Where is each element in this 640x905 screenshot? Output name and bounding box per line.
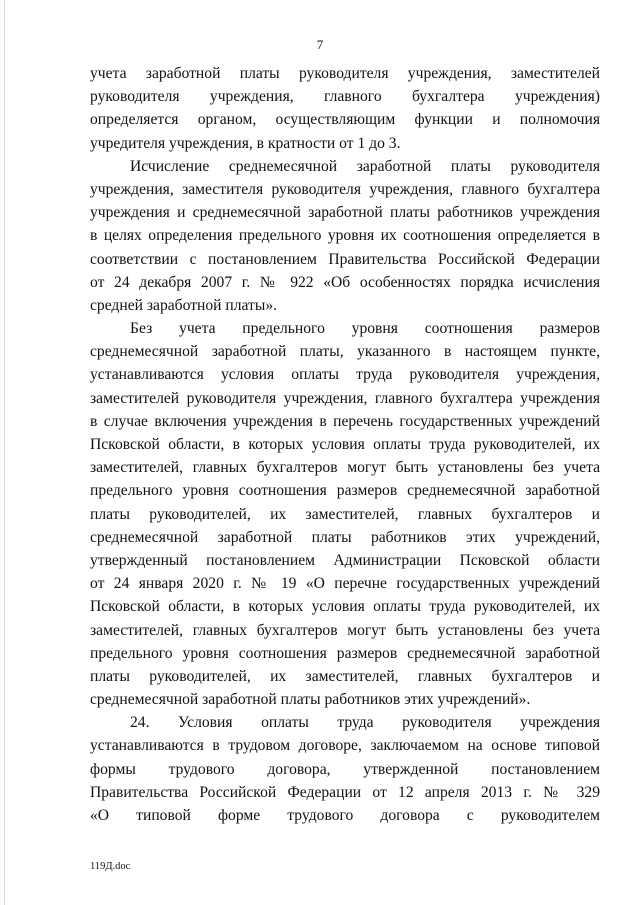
text-line: соответствии с постановлением Правительства Российской Федерации (90, 250, 600, 268)
text-line: «О типовой форме трудового договора с руководителем (90, 807, 600, 824)
text-line: средней заработной платы». (90, 296, 278, 314)
text-line: утвержденный постановлением Администрации Псковской области (90, 551, 600, 569)
text-line: определяется органом, осуществляющим функции и полномочия (90, 111, 600, 129)
page-edge (4, 0, 5, 905)
text-line: от 24 декабря 2007 г. № 922 «Об особенностях порядка исчисления (90, 273, 600, 291)
text-line: Правительства Российской Федерации от 12 апреля 2013 г. № 329 (90, 783, 600, 801)
text-line: в случае включения учреждения в перечень государственных учреждений (90, 412, 600, 430)
text-line: предельного уровня соотношения размеров среднемесячной заработной (90, 482, 600, 500)
text-line: 24. Условия оплаты труда руководителя учреждения (130, 714, 600, 732)
text-line: среднемесячной заработной платы работников этих учреждений». (90, 691, 531, 709)
text-line: среднемесячной заработной платы, указанного в настоящем пункте, (90, 343, 600, 361)
text-line: в целях определения предельного уровня их соотношения определяется в (90, 227, 600, 245)
text-line: заместителей руководителя учреждения, главного бухгалтера учреждения (90, 389, 600, 407)
text-line: Псковской области, в которых условия оплаты труда руководителей, их (90, 436, 600, 453)
text-line: платы руководителей, их заместителей, главных бухгалтеров и (90, 667, 600, 685)
text-line: заместителей, главных бухгалтеров могут быть установлены без учета (90, 621, 600, 639)
text-line: устанавливаются в трудовом договоре, заключаемом на основе типовой (90, 737, 600, 755)
text-line: устанавливаются условия оплаты труда руководителя учреждения, (90, 366, 600, 384)
text-line: среднемесячной заработной платы работников этих учреждений, (90, 528, 600, 546)
text-line: учреждения, заместителя руководителя учреждения, главного бухгалтера (90, 180, 600, 198)
text-line: учредителя учреждения, в кратности от 1 до 3. (90, 134, 401, 152)
text-line: платы руководителей, их заместителей, главных бухгалтеров и (90, 505, 600, 523)
document-body (90, 62, 600, 827)
paragraph (90, 317, 600, 711)
text-line: Псковской области, в которых условия оплаты труда руководителей, их (90, 598, 600, 616)
text-line: заместителей, главных бухгалтеров могут быть установлены без учета (90, 459, 600, 477)
text-line: Исчисление среднемесячной заработной платы руководителя (130, 157, 600, 175)
text-line: формы трудового договора, утвержденной постановлением (90, 760, 600, 778)
text-line: от 24 января 2020 г. № 19 «О перечне государственных учреждений (90, 575, 600, 593)
text-line: Без учета предельного уровня соотношения размеров (130, 320, 600, 338)
text-line: учета заработной платы руководителя учреждения, заместителей (90, 65, 600, 82)
file-name-footer: 119Д.doc (90, 861, 131, 872)
paragraph (90, 711, 600, 827)
text-line: предельного уровня соотношения размеров среднемесячной заработной (90, 644, 600, 662)
text-line: руководителя учреждения, главного бухгалтера учреждения) (90, 88, 600, 106)
paragraph (90, 155, 600, 317)
page-number: 7 (316, 37, 324, 52)
paragraph (90, 62, 600, 155)
text-line: учреждения и среднемесячной заработной платы работников учреждения (90, 204, 600, 222)
